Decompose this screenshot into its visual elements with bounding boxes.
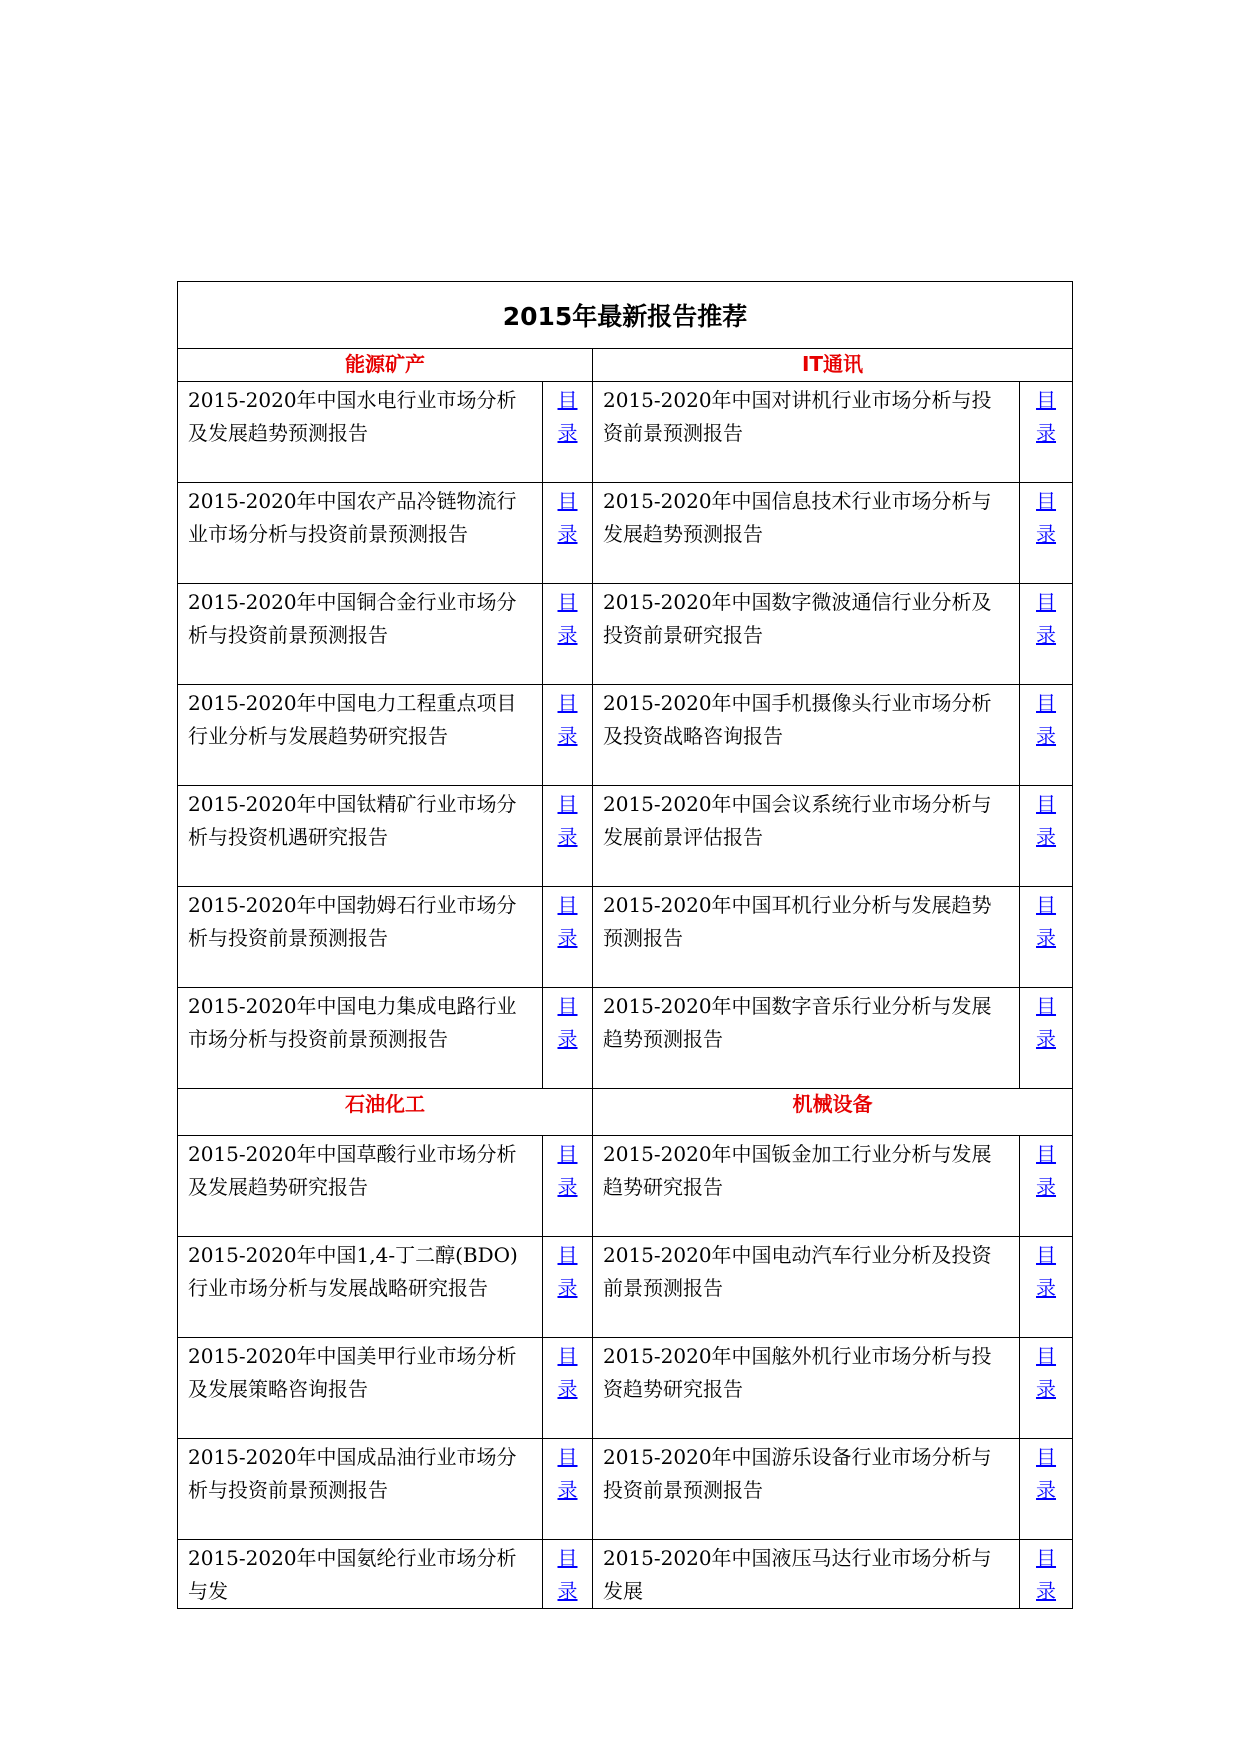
toc-link-cell (543, 786, 593, 887)
toc-link[interactable]: 目录 (557, 388, 578, 445)
report-recommendation-table (177, 281, 1073, 1609)
report-title: 2015-2020年中国信息技术行业市场分析与发展趋势预测报告 (593, 483, 1020, 584)
toc-link-cell (1020, 887, 1073, 988)
toc-link-cell (543, 685, 593, 786)
toc-link-cell (543, 988, 593, 1089)
report-title: 2015-2020年中国数字微波通信行业分析及投资前景研究报告 (593, 584, 1020, 685)
toc-link[interactable]: 目录 (557, 1142, 578, 1199)
toc-link-cell (543, 1237, 593, 1338)
report-title: 2015-2020年中国手机摄像头行业市场分析及投资战略咨询报告 (593, 685, 1020, 786)
report-title: 2015-2020年中国耳机行业分析与发展趋势预测报告 (593, 887, 1020, 988)
report-title: 2015-2020年中国勃姆石行业市场分析与投资前景预测报告 (178, 887, 543, 988)
report-row (178, 887, 1073, 988)
toc-link-cell (543, 887, 593, 988)
report-title: 2015-2020年中国水电行业市场分析及发展趋势预测报告 (178, 382, 543, 483)
report-title: 2015-2020年中国游乐设备行业市场分析与投资前景预测报告 (593, 1439, 1020, 1540)
category-heading-left (178, 1089, 593, 1136)
category-label: 能源矿产 (345, 352, 425, 376)
toc-link[interactable]: 目录 (1036, 1344, 1057, 1401)
report-row (178, 988, 1073, 1089)
toc-link[interactable]: 目录 (557, 893, 578, 950)
toc-link-cell (543, 1439, 593, 1540)
report-title: 2015-2020年中国钛精矿行业市场分析与投资机遇研究报告 (178, 786, 543, 887)
report-row (178, 1439, 1073, 1540)
toc-link-cell (1020, 1540, 1073, 1609)
toc-link[interactable]: 目录 (557, 1344, 578, 1401)
report-row (178, 1136, 1073, 1237)
report-title: 2015-2020年中国电力集成电路行业市场分析与投资前景预测报告 (178, 988, 543, 1089)
toc-link-cell (543, 483, 593, 584)
toc-link[interactable]: 目录 (1036, 893, 1057, 950)
report-title: 2015-2020年中国美甲行业市场分析及发展策略咨询报告 (178, 1338, 543, 1439)
table-title: 2015年最新报告推荐 (178, 282, 1073, 349)
category-heading-left (178, 349, 593, 382)
toc-link[interactable]: 目录 (557, 489, 578, 546)
toc-link-cell (543, 382, 593, 483)
toc-link-cell (1020, 584, 1073, 685)
toc-link[interactable]: 目录 (1036, 1445, 1057, 1502)
report-title: 2015-2020年中国会议系统行业市场分析与发展前景评估报告 (593, 786, 1020, 887)
toc-link-cell (543, 1136, 593, 1237)
category-heading-right (593, 1089, 1073, 1136)
toc-link[interactable]: 目录 (557, 1445, 578, 1502)
toc-link-cell (1020, 483, 1073, 584)
toc-link[interactable]: 目录 (1036, 1546, 1057, 1603)
category-row (178, 349, 1073, 382)
toc-link[interactable]: 目录 (557, 994, 578, 1051)
report-title: 2015-2020年中国电动汽车行业分析及投资前景预测报告 (593, 1237, 1020, 1338)
report-row (178, 382, 1073, 483)
report-title: 2015-2020年中国成品油行业市场分析与投资前景预测报告 (178, 1439, 543, 1540)
category-label: 石油化工 (345, 1092, 425, 1116)
category-row (178, 1089, 1073, 1136)
report-row (178, 584, 1073, 685)
toc-link-cell (1020, 786, 1073, 887)
toc-link[interactable]: 目录 (557, 590, 578, 647)
report-title: 2015-2020年中国舷外机行业市场分析与投资趋势研究报告 (593, 1338, 1020, 1439)
toc-link-cell (543, 1338, 593, 1439)
toc-link-cell (543, 1540, 593, 1609)
report-title: 2015-2020年中国草酸行业市场分析及发展趋势研究报告 (178, 1136, 543, 1237)
report-row (178, 483, 1073, 584)
report-title: 2015-2020年中国铜合金行业市场分析与投资前景预测报告 (178, 584, 543, 685)
report-title: 2015-2020年中国氨纶行业市场分析与发 (178, 1540, 543, 1609)
report-title: 2015-2020年中国钣金加工行业分析与发展趋势研究报告 (593, 1136, 1020, 1237)
toc-link-cell (543, 584, 593, 685)
report-title: 2015-2020年中国数字音乐行业分析与发展趋势预测报告 (593, 988, 1020, 1089)
toc-link-cell (1020, 1136, 1073, 1237)
report-title: 2015-2020年中国对讲机行业市场分析与投资前景预测报告 (593, 382, 1020, 483)
report-row (178, 1540, 1073, 1609)
toc-link-cell (1020, 1237, 1073, 1338)
toc-link-cell (1020, 685, 1073, 786)
report-row (178, 1237, 1073, 1338)
toc-link[interactable]: 目录 (1036, 792, 1057, 849)
toc-link[interactable]: 目录 (1036, 489, 1057, 546)
toc-link[interactable]: 目录 (557, 1243, 578, 1300)
toc-link[interactable]: 目录 (557, 691, 578, 748)
toc-link[interactable]: 目录 (1036, 388, 1057, 445)
category-label: IT通讯 (801, 352, 864, 376)
toc-link[interactable]: 目录 (1036, 691, 1057, 748)
title-row (178, 282, 1073, 349)
toc-link[interactable]: 目录 (1036, 1243, 1057, 1300)
report-title: 2015-2020年中国电力工程重点项目行业分析与发展趋势研究报告 (178, 685, 543, 786)
report-row (178, 786, 1073, 887)
toc-link[interactable]: 目录 (1036, 1142, 1057, 1199)
category-label: 机械设备 (792, 1092, 873, 1116)
toc-link[interactable]: 目录 (1036, 590, 1057, 647)
toc-link-cell (1020, 1439, 1073, 1540)
toc-link-cell (1020, 1338, 1073, 1439)
report-row (178, 1338, 1073, 1439)
report-title: 2015-2020年中国液压马达行业市场分析与发展 (593, 1540, 1020, 1609)
report-title: 2015-2020年中国农产品冷链物流行业市场分析与投资前景预测报告 (178, 483, 543, 584)
category-heading-right (593, 349, 1073, 382)
toc-link-cell (1020, 382, 1073, 483)
toc-link[interactable]: 目录 (557, 792, 578, 849)
toc-link-cell (1020, 988, 1073, 1089)
report-title: 2015-2020年中国1,4-丁二醇(BDO)行业市场分析与发展战略研究报告 (178, 1237, 543, 1338)
report-row (178, 685, 1073, 786)
toc-link[interactable]: 目录 (1036, 994, 1057, 1051)
toc-link[interactable]: 目录 (557, 1546, 578, 1603)
